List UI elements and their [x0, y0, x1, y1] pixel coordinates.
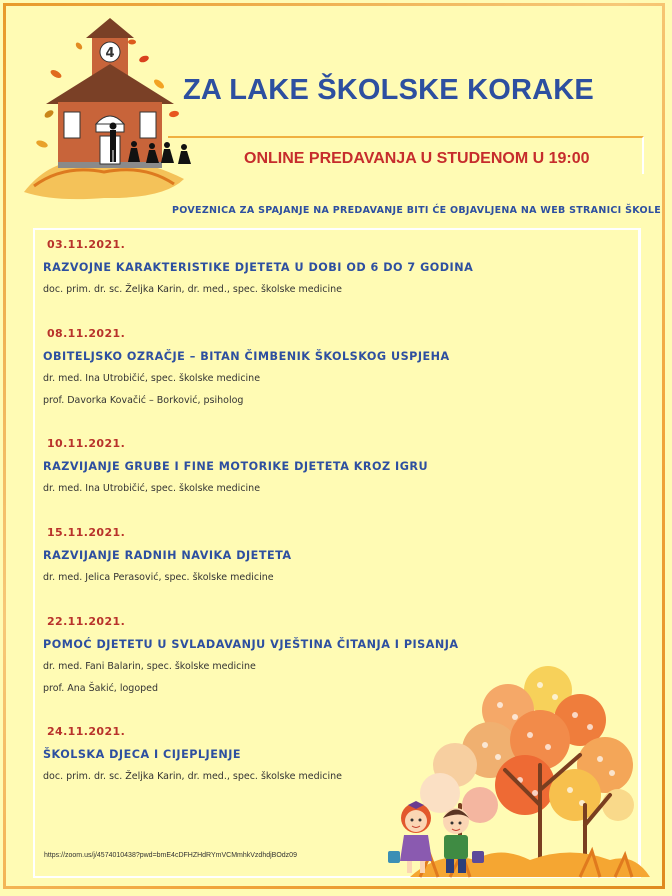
page-title: ZA LAKE ŠKOLSKE KORAKE: [183, 74, 594, 106]
session-title: POMOĆ DJETETU U SVLADAVANJU VJEŠTINA ČITANJA I PISANJA: [43, 638, 459, 651]
session-item: [43, 437, 428, 495]
school-house-icon: [14, 14, 199, 204]
session-title: OBITELJSKO OZRAČJE – BITAN ČIMBENIK ŠKOLSKOG USPJEHA: [43, 350, 450, 363]
session-date: 10.11.2021.: [47, 437, 126, 450]
session-title: RAZVOJNE KARAKTERISTIKE DJETETA U DOBI OD 6 DO 7 GODINA: [43, 261, 474, 274]
session-date: 08.11.2021.: [47, 327, 126, 340]
session-date: 22.11.2021.: [47, 615, 126, 628]
session-item: [43, 526, 292, 584]
session-date: 15.11.2021.: [47, 526, 126, 539]
link-notice: POVEZNICA ZA SPAJANJE NA PREDAVANJE BITI ĆE OBJAVLJENA NA WEB STRANICI ŠKOLE: [172, 205, 662, 216]
zoom-link[interactable]: https://zoom.us/j/4574010438?pwd=bmE4cDFHZHdRYmVCMmhkVzdhdjBOdz09: [44, 852, 297, 859]
session-item: [43, 238, 473, 296]
session-speaker: dr. med. Ina Utrobičić, spec. školske medicine: [43, 483, 261, 494]
session-item: [43, 327, 450, 407]
tree-canopy: [420, 666, 634, 823]
session-speaker: doc. prim. dr. sc. Željka Karin, dr. med., spec. školske medicine: [43, 284, 343, 295]
school-sign-number: 4: [105, 46, 115, 61]
session-speaker: doc. prim. dr. sc. Željka Karin, dr. med., spec. školske medicine: [43, 771, 343, 782]
session-speaker: dr. med. Fani Balarin, spec. školske medicine: [43, 661, 256, 672]
session-speaker: prof. Davorka Kovačić – Borković, psiholog: [43, 395, 244, 406]
session-title: RAZVIJANJE GRUBE I FINE MOTORIKE DJETETA KROZ IGRU: [43, 460, 429, 473]
session-date: 03.11.2021.: [47, 238, 126, 251]
session-date: 24.11.2021.: [47, 725, 126, 738]
session-speaker: prof. Ana Šakić, logoped: [43, 683, 159, 694]
session-item: [43, 725, 342, 783]
session-speaker: dr. med. Jelica Perasović, spec. školske medicine: [43, 572, 274, 583]
page-subtitle: ONLINE PREDAVANJA U STUDENOM U 19:00: [244, 150, 590, 167]
session-speaker: dr. med. Ina Utrobičić, spec. školske medicine: [43, 373, 261, 384]
autumn-tree-icon: [380, 655, 652, 880]
session-title: RAZVIJANJE RADNIH NAVIKA DJETETA: [43, 549, 292, 562]
session-title: ŠKOLSKA DJECA I CIJEPLJENJE: [43, 748, 242, 761]
